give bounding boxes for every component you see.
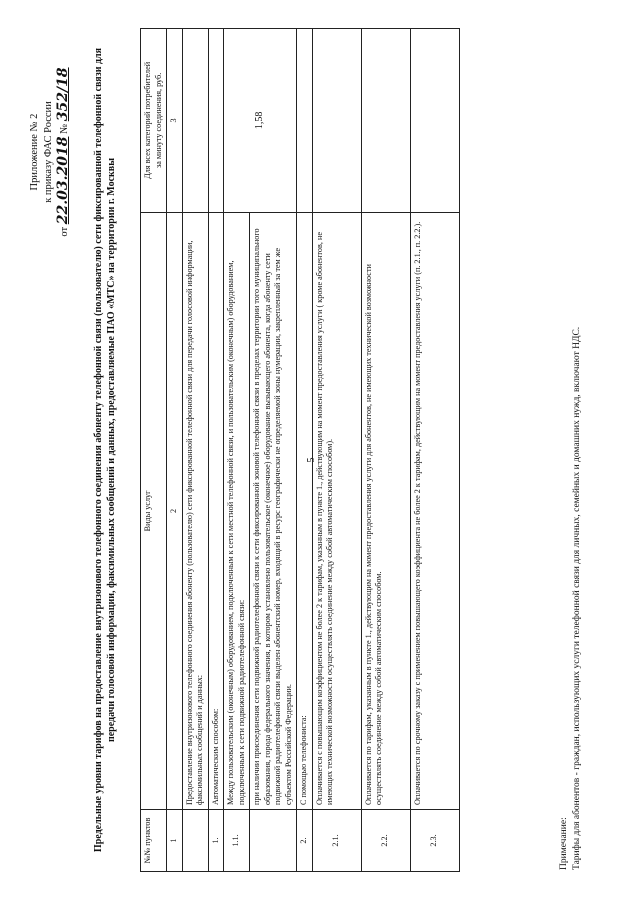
row-num: 2. [297, 810, 313, 872]
row-num: 2.1. [312, 810, 361, 872]
column-number-row [167, 29, 183, 872]
appendix-label: Приложение № 2 [29, 113, 40, 191]
row-text: Предоставление внутризонового телефонного соединения абоненту (пользователю) сети фиксированной телефонной связи для передачи голосовой информации, факсимильных сообщений и данных: [182, 212, 208, 809]
row-text: Автоматическим способом: [208, 212, 224, 809]
row-text: С помощью телефониста: [297, 212, 313, 809]
table-row [224, 29, 250, 872]
table-row [361, 29, 410, 872]
row-text: при наличии присоединения сети подвижной радиотелефонной связи к сети фиксированной зоновой телефонной связи в пределах территории того муниципального образования, города федерального значения, в котором установлено пользовательское (оконечное) оборудование вызывающего абонента, когда абоненту сети подвижной радиотелефонной связи выделен абонентский номер, входящий в ресурс географически не определяемой зоны нумерации, закрепленный за тем же субъектом Российской Федерации. [250, 212, 297, 809]
row-price: 1,58 [224, 29, 297, 213]
row-num: 2.3. [410, 810, 459, 872]
handwritten-date: 22.03.2018 [55, 136, 71, 225]
approval-block [28, 32, 72, 272]
order-date-number [56, 32, 72, 272]
tariff-table [140, 28, 460, 872]
row-num: 1.1. [224, 810, 250, 872]
column-number: 3 [167, 29, 183, 213]
rotated-document-page [10, 10, 630, 890]
column-number: 2 [167, 212, 183, 809]
header-price-line2: за минуту соединения, руб. [153, 72, 163, 169]
table-row [182, 29, 208, 872]
table-header-row [141, 29, 167, 872]
notes-block [558, 327, 584, 870]
row-num [182, 810, 208, 872]
row-num: 1. [208, 810, 224, 872]
row-price [410, 29, 459, 213]
table-row [297, 29, 313, 872]
notes-text: Тарифы для абонентов - граждан, использующих услуги телефонной связи для личных, семейных и домашних нужд, включают НДС. [572, 326, 582, 870]
row-price [312, 29, 361, 213]
row-price [208, 29, 224, 213]
row-text: Между пользовательским (оконечным) оборудованием, подключенным к сети местной телефонной связи, и пользовательским (оконечным) оборудованием, подключенным к сети подвижной радиотелефонной связи: [224, 212, 250, 809]
notes-label: Примечание: [559, 817, 569, 870]
column-number: 1 [167, 810, 183, 872]
number-prefix: № [59, 123, 70, 134]
row-num: 2.2. [361, 810, 410, 872]
page-number: 5 [306, 457, 317, 463]
row-text: Оплачивается с повышающим коэффициентом не более 2 к тарифам, указанным в пункте 1., действующим на момент предоставления услуги ( кроме абонентов, не имеющих технической возможности осуществлять соединение между собой автоматическим способом). [312, 212, 361, 809]
row-text: Оплачивается по срочному заказу с применением повышающего коэффициента не более 2 к тарифам, действующим на момент предоставления услуги (п. 2.1., п. 2.2.). [410, 212, 459, 809]
table-row [208, 29, 224, 872]
row-text: Оплачивается по тарифам, указанным в пункте 1., действующим на момент предоставления услуги для абонентов, не имеющих технической возможности осуществлять соединение между собой автоматическим способом. [361, 212, 410, 809]
row-price [182, 29, 208, 213]
order-reference: к приказу ФАС России [43, 101, 54, 203]
table-row [410, 29, 459, 872]
header-price [141, 29, 167, 213]
header-price-line1: Для всех категорий потребителей [143, 61, 152, 179]
handwritten-number: 352/18 [55, 67, 71, 122]
row-price [361, 29, 410, 213]
table-row [312, 29, 361, 872]
row-price [297, 29, 313, 213]
header-service: Виды услуг [141, 212, 167, 809]
document-title: Предельные уровни тарифов на предоставление внутризонового телефонного соединения абоненту телефонной связи (пользователю) сети фиксированной телефонной связи для передачи голосовой информации, факсимильных сообщений и данных, предоставляемые ПАО «МТС» на территории г. Москвы [93, 47, 117, 853]
header-num: №№ пунктов [141, 810, 167, 872]
date-prefix: от [59, 226, 70, 237]
row-num [250, 810, 297, 872]
